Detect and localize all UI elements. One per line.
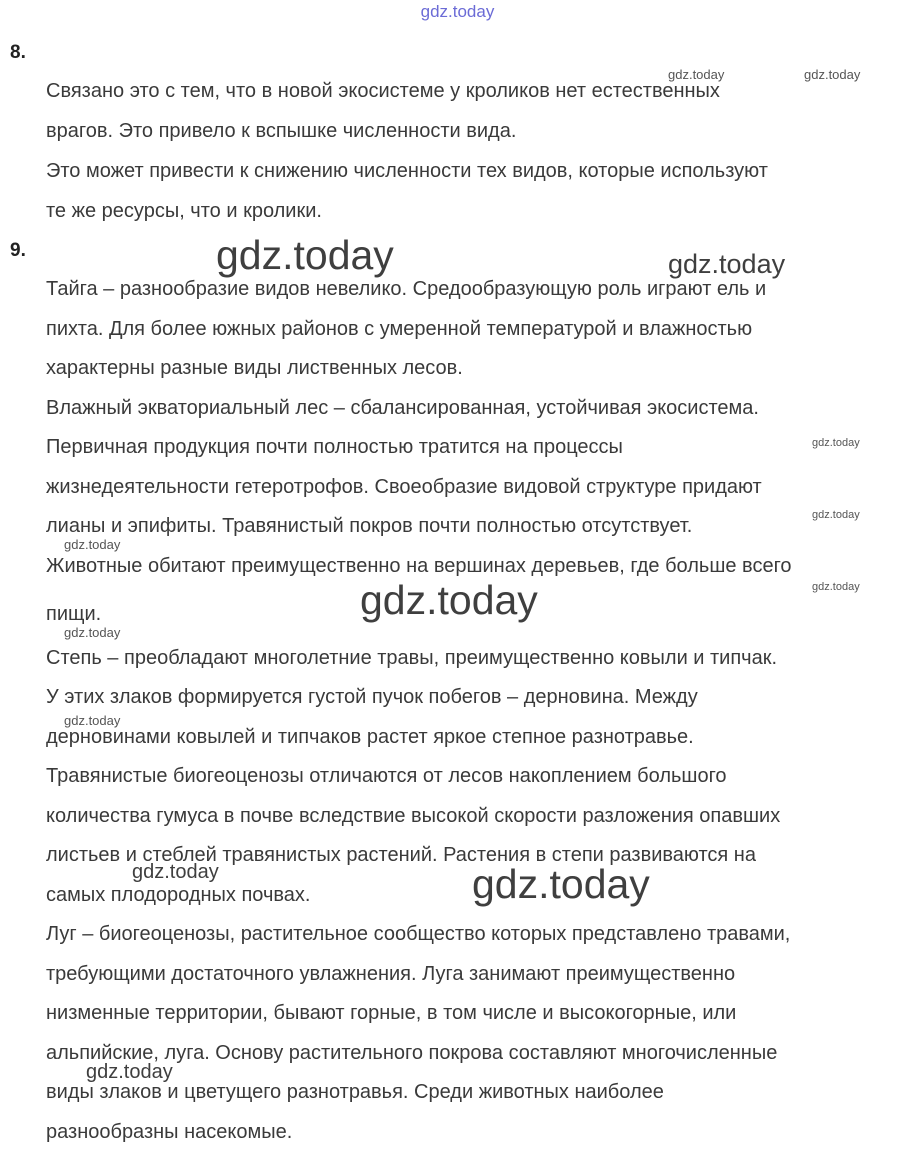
watermark: gdz.today bbox=[64, 625, 121, 640]
text-line: виды злаков и цветущего разнотравья. Среди животных наиболее bbox=[46, 1081, 664, 1103]
text-line: дерновинами ковылей и типчаков растет яркое степное разнотравье. bbox=[46, 726, 694, 748]
text-line: количества гумуса в почве вследствие высокой скорости разложения опавших bbox=[46, 805, 781, 827]
section-number: 9. bbox=[10, 240, 26, 261]
watermark: gdz.today bbox=[812, 437, 860, 449]
text-line: низменные территории, бывают горные, в том числе и высокогорные, или bbox=[46, 1002, 737, 1024]
header-watermark: gdz.today bbox=[420, 2, 495, 21]
text-line: Это может привести к снижению численности тех видов, которые используют bbox=[46, 160, 768, 182]
text-line: жизнедеятельности гетеротрофов. Своеобразие видовой структуре придают bbox=[46, 476, 762, 498]
text-line: самых плодородных почвах. bbox=[46, 884, 311, 906]
watermark: gdz.today bbox=[216, 232, 394, 278]
text-line: Степь – преобладают многолетние травы, преимущественно ковыли и типчак. bbox=[46, 647, 778, 669]
text-line: Влажный экваториальный лес – сбалансированная, устойчивая экосистема. bbox=[46, 397, 759, 419]
watermark: gdz.today bbox=[360, 577, 538, 623]
text-line: пихта. Для более южных районов с умеренной температурой и влажностью bbox=[46, 318, 753, 340]
text-line: У этих злаков формируется густой пучок побегов – дерновина. Между bbox=[46, 686, 698, 708]
text-line: Первичная продукция почти полностью тратится на процессы bbox=[46, 436, 623, 458]
text-line: лианы и эпифиты. Травянистый покров почти полностью отсутствует. bbox=[46, 515, 693, 537]
text-line: Луг – биогеоценозы, растительное сообщество которых представлено травами, bbox=[46, 923, 791, 945]
watermark: gdz.today bbox=[86, 1061, 173, 1083]
text-line: Тайга – разнообразие видов невелико. Средообразующую роль играют ель и bbox=[46, 278, 767, 300]
watermark: gdz.today bbox=[668, 249, 786, 279]
text-line: требующими достаточного увлажнения. Луга занимают преимущественно bbox=[46, 963, 736, 985]
text-line: листьев и стеблей травянистых растений. Растения в степи развиваются на bbox=[46, 844, 756, 866]
watermark: gdz.today bbox=[64, 537, 121, 552]
watermark: gdz.today bbox=[668, 67, 725, 82]
text-line: Животные обитают преимущественно на вершинах деревьев, где больше всего bbox=[46, 555, 792, 577]
watermark: gdz.today bbox=[472, 861, 650, 907]
watermark: gdz.today bbox=[132, 861, 219, 883]
watermark: gdz.today bbox=[812, 581, 860, 593]
watermark: gdz.today bbox=[812, 509, 860, 521]
text-line: пищи. bbox=[46, 603, 102, 625]
watermark: gdz.today bbox=[804, 67, 861, 82]
text-line: врагов. Это привело к вспышке численности вида. bbox=[46, 120, 517, 142]
text-line: Связано это с тем, что в новой экосистеме у кроликов нет естественных bbox=[46, 80, 720, 102]
text-line: разнообразны насекомые. bbox=[46, 1121, 293, 1143]
watermark: gdz.today bbox=[64, 713, 121, 728]
text-line: характерны разные виды лиственных лесов. bbox=[46, 357, 463, 379]
text-line: Травянистые биогеоценозы отличаются от лесов накоплением большого bbox=[46, 765, 727, 787]
section-number: 8. bbox=[10, 42, 26, 63]
text-line: те же ресурсы, что и кролики. bbox=[46, 200, 322, 222]
text-line: альпийские, луга. Основу растительного покрова составляют многочисленные bbox=[46, 1042, 778, 1064]
